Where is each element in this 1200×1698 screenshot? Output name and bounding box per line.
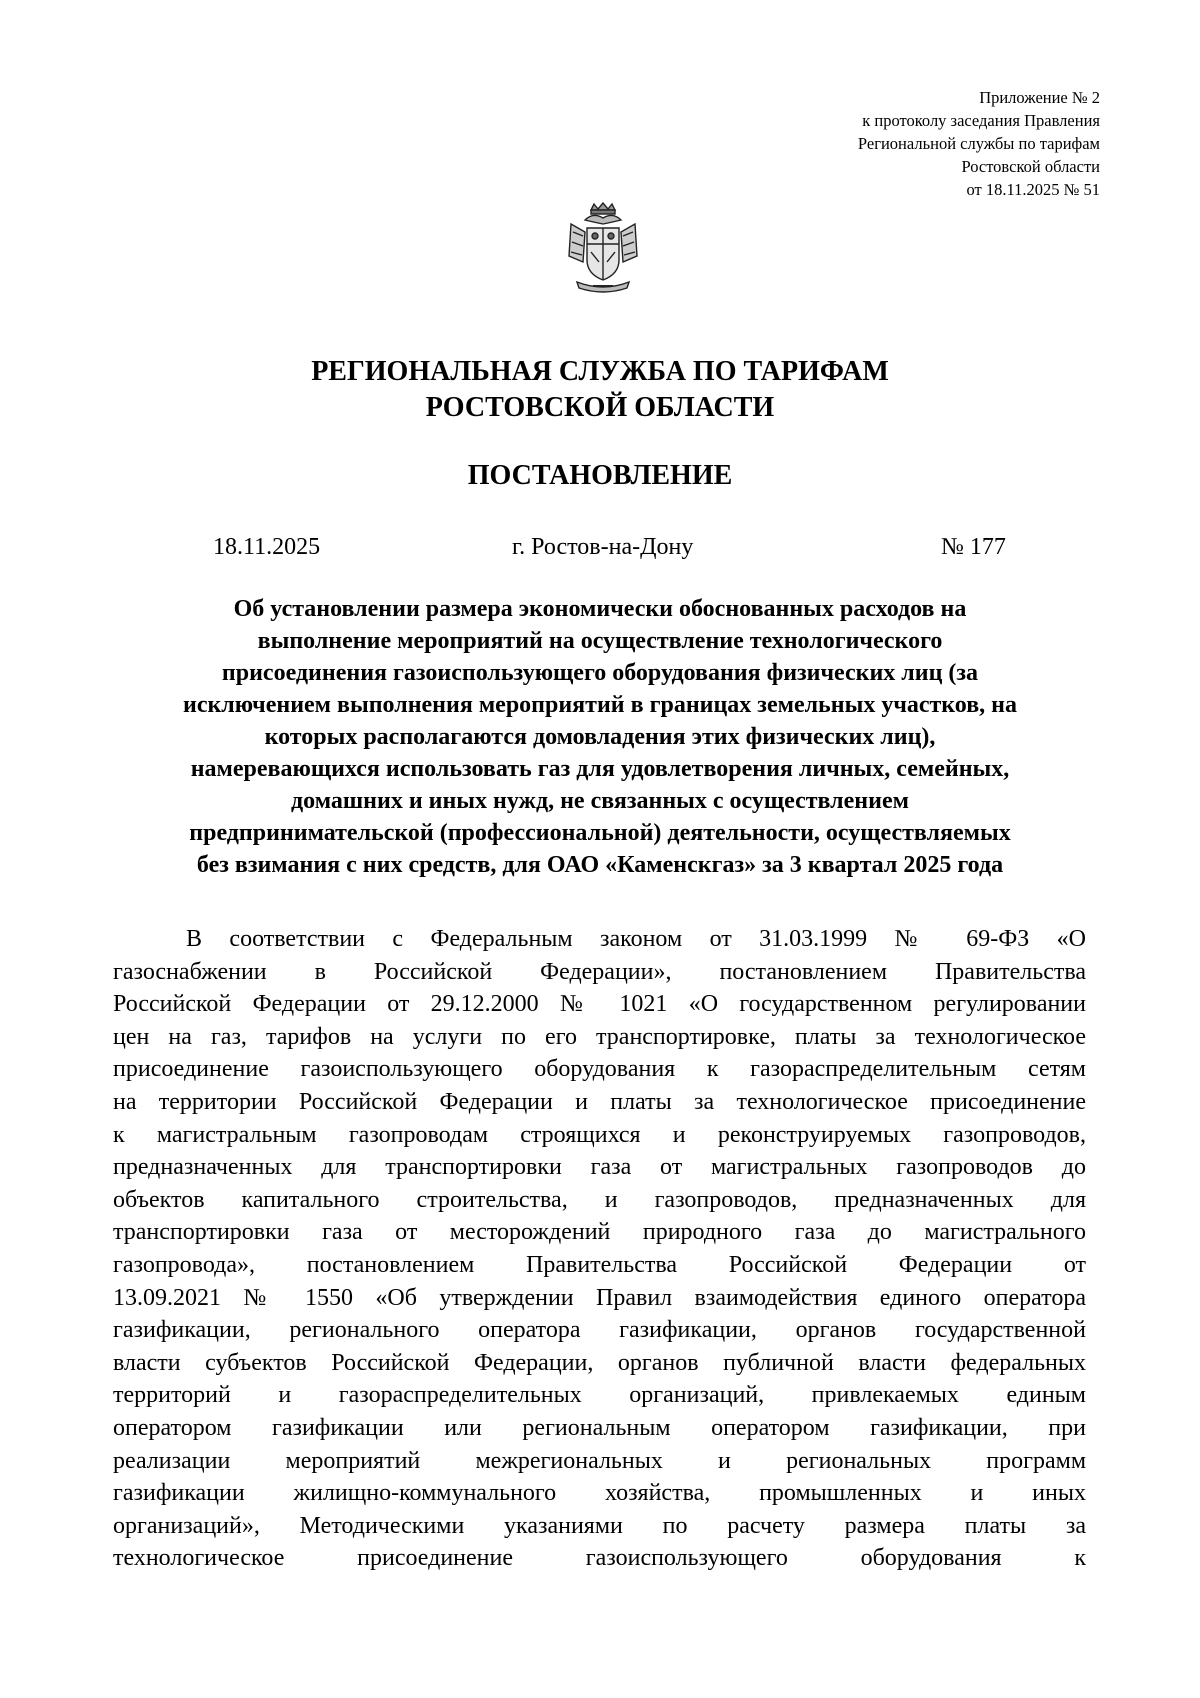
organization-line: РОСТОВСКОЙ ОБЛАСТИ	[425, 392, 775, 423]
appendix-line: Ростовской области	[961, 157, 1100, 176]
body-line: на территории Российской Федерации и платы за технологическое присоединение	[113, 1088, 1086, 1115]
appendix-note	[858, 86, 1100, 201]
subject-line: исключением выполнения мероприятий в границах земельных участков, на	[182, 692, 1017, 718]
body-line: предназначенных для транспортировки газа от магистральных газопроводов до	[113, 1154, 1086, 1181]
document-meta	[0, 531, 1200, 563]
subject-line: намеревающихся использовать газ для удовлетворения личных, семейных,	[190, 756, 1010, 782]
appendix-line: Приложение № 2	[979, 88, 1100, 107]
organization-line: РЕГИОНАЛЬНАЯ СЛУЖБА ПО ТАРИФАМ	[311, 356, 889, 387]
appendix-line: от 18.11.2025 № 51	[966, 180, 1100, 199]
body-paragraph	[113, 923, 1086, 1575]
body-line: газификации, регионального оператора газификации, органов государственной	[113, 1317, 1086, 1344]
rostov-region-coat-of-arms-icon	[563, 202, 643, 296]
body-line: технологическое присоединение газоиспользующего оборудования к	[113, 1545, 1086, 1572]
body-line: 13.09.2021 № 1550 «Об утверждении Правил взаимодействия единого оператора	[113, 1284, 1086, 1311]
subject-line: присоединения газоиспользующего оборудования физических лиц (за	[221, 660, 979, 686]
body-line: В соответствии с Федеральным законом от 31.03.1999 № 69-ФЗ «О	[186, 926, 1086, 952]
body-line: власти субъектов Российской Федерации, органов публичной власти федеральных	[113, 1349, 1086, 1376]
appendix-line: к протоколу заседания Правления	[862, 111, 1100, 130]
document-number: № 177	[941, 534, 1006, 560]
body-line: Российской Федерации от 29.12.2000 № 1021 «О государственном регулировании	[113, 991, 1086, 1018]
body-line: газификации жилищно-коммунального хозяйства, промышленных и иных	[113, 1480, 1086, 1507]
subject-line: Об установлении размера экономически обоснованных расходов на	[233, 596, 967, 622]
body-line: газопровода», постановлением Правительства Российской Федерации от	[113, 1251, 1086, 1278]
subject-line: домашних и иных нужд, не связанных с осуществлением	[291, 788, 909, 814]
document-date: 18.11.2025	[213, 534, 321, 560]
organization-title	[0, 354, 1200, 426]
body-line: организаций», Методическими указаниями по расчету размера платы за	[113, 1512, 1086, 1539]
document-subject	[115, 593, 1085, 881]
subject-line: предпринимательской (профессиональной) деятельности, осуществляемых	[189, 820, 1011, 846]
body-line: транспортировки газа от месторождений природного газа до магистрального	[113, 1219, 1086, 1246]
body-line: к магистральным газопроводам строящихся и реконструируемых газопроводов,	[113, 1121, 1086, 1148]
body-line: газоснабжении в Российской Федерации», постановлением Правительства	[113, 958, 1086, 985]
document-city: г. Ростов-на-Дону	[512, 534, 694, 560]
appendix-line: Региональной службы по тарифам	[857, 134, 1100, 153]
subject-line: без взимания с них средств, для ОАО «Каменскгаз» за 3 квартал 2025 года	[196, 852, 1004, 878]
subject-line: выполнение мероприятий на осуществление технологического	[257, 628, 943, 654]
body-line: территорий и газораспределительных организаций, привлекаемых единым	[113, 1382, 1086, 1409]
document-type: ПОСТАНОВЛЕНИЕ	[467, 460, 733, 491]
body-line: объектов капитального строительства, и газопроводов, предназначенных для	[113, 1186, 1086, 1213]
body-line: присоединение газоиспользующего оборудования к газораспределительным сетям	[113, 1056, 1086, 1083]
body-line: реализации мероприятий межрегиональных и региональных программ	[113, 1447, 1086, 1474]
body-line: оператором газификации или региональным оператором газификации, при	[113, 1414, 1086, 1441]
subject-line: которых располагаются домовладения этих физических лиц),	[264, 724, 936, 750]
body-line: цен на газ, тарифов на услуги по его транспортировке, платы за технологическое	[113, 1023, 1086, 1050]
